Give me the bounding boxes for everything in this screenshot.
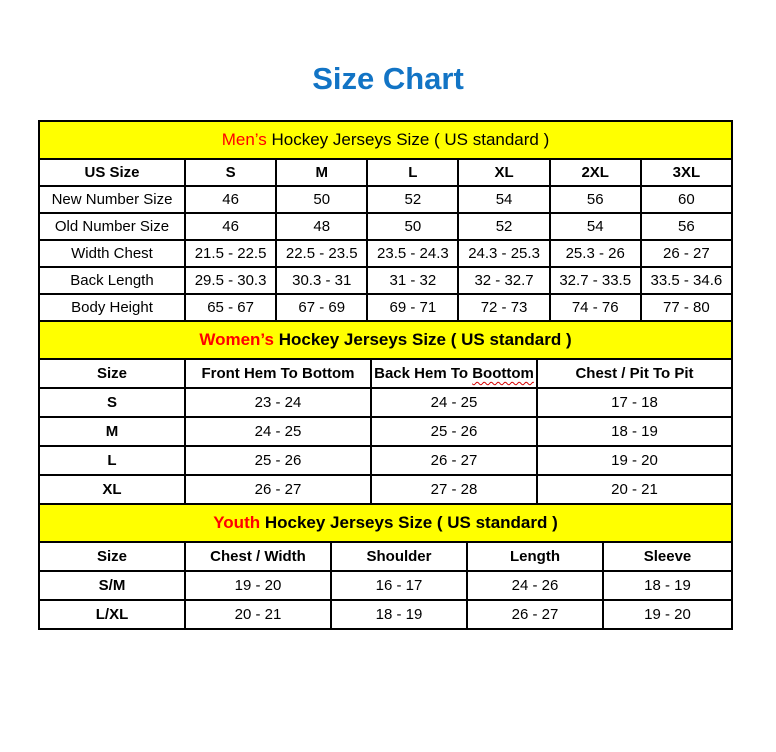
row-label: Back Length <box>39 267 185 294</box>
youth-section-title-rest: Hockey Jerseys Size ( US standard ) <box>264 513 558 532</box>
table-cell: 27 - 28 <box>371 475 537 504</box>
row-label: L <box>39 446 185 475</box>
youth-section-band <box>39 504 732 542</box>
youth-header-row <box>39 542 732 571</box>
column-header: Front Hem To Bottom <box>185 359 371 388</box>
table-cell: 65 - 67 <box>185 294 276 321</box>
mens-header-row <box>39 159 732 186</box>
table-cell: 32 - 32.7 <box>458 267 549 294</box>
table-cell: 26 - 27 <box>371 446 537 475</box>
table-cell: 21.5 - 22.5 <box>185 240 276 267</box>
table-cell: 20 - 21 <box>185 600 331 629</box>
womens-section-highlight: Women’s <box>199 330 274 349</box>
column-header-text: Back Hem To <box>374 365 469 382</box>
table-cell: 24 - 25 <box>185 417 371 446</box>
youth-section-highlight: Youth <box>213 513 261 532</box>
table-cell: 56 <box>550 186 641 213</box>
table-cell: 31 - 32 <box>367 267 458 294</box>
mens-section-band <box>39 121 732 159</box>
table-cell: 25 - 26 <box>371 417 537 446</box>
table-cell: 46 <box>185 213 276 240</box>
table-row <box>39 600 732 629</box>
table-cell: 23.5 - 24.3 <box>367 240 458 267</box>
table-cell: 54 <box>458 186 549 213</box>
column-header <box>371 359 537 388</box>
row-label: S <box>39 388 185 417</box>
table-cell: 26 - 27 <box>185 475 371 504</box>
column-header: Size <box>39 359 185 388</box>
mens-section-highlight: Men’s <box>221 130 267 149</box>
size-chart <box>38 120 733 630</box>
womens-section-header <box>39 321 732 359</box>
column-header: US Size <box>39 159 185 186</box>
row-label: Body Height <box>39 294 185 321</box>
table-cell: 60 <box>641 186 732 213</box>
row-label: Old Number Size <box>39 213 185 240</box>
column-header: L <box>367 159 458 186</box>
table-cell: 46 <box>185 186 276 213</box>
row-label: M <box>39 417 185 446</box>
table-cell: 20 - 21 <box>537 475 732 504</box>
column-header: Length <box>467 542 603 571</box>
table-cell: 24.3 - 25.3 <box>458 240 549 267</box>
column-header: Shoulder <box>331 542 467 571</box>
table-cell: 19 - 20 <box>603 600 732 629</box>
table-row <box>39 240 732 267</box>
table-cell: 19 - 20 <box>185 571 331 600</box>
table-row <box>39 294 732 321</box>
table-cell: 19 - 20 <box>537 446 732 475</box>
table-cell: 26 - 27 <box>641 240 732 267</box>
youth-size-table <box>38 503 733 630</box>
womens-header-row <box>39 359 732 388</box>
table-row <box>39 475 732 504</box>
table-cell: 24 - 26 <box>467 571 603 600</box>
table-cell: 25 - 26 <box>185 446 371 475</box>
table-cell: 18 - 19 <box>331 600 467 629</box>
table-cell: 23 - 24 <box>185 388 371 417</box>
row-label: S/M <box>39 571 185 600</box>
misspelled-word: Boottom <box>472 365 534 382</box>
mens-size-table <box>38 120 733 322</box>
table-cell: 56 <box>641 213 732 240</box>
page-title: Size Chart <box>312 61 464 96</box>
row-label: New Number Size <box>39 186 185 213</box>
column-header: 3XL <box>641 159 732 186</box>
column-header: Sleeve <box>603 542 732 571</box>
table-cell: 29.5 - 30.3 <box>185 267 276 294</box>
table-cell: 77 - 80 <box>641 294 732 321</box>
table-cell: 16 - 17 <box>331 571 467 600</box>
column-header: 2XL <box>550 159 641 186</box>
table-cell: 32.7 - 33.5 <box>550 267 641 294</box>
column-header: S <box>185 159 276 186</box>
table-cell: 24 - 25 <box>371 388 537 417</box>
table-cell: 18 - 19 <box>537 417 732 446</box>
table-cell: 72 - 73 <box>458 294 549 321</box>
womens-section-band <box>39 321 732 359</box>
row-label: Width Chest <box>39 240 185 267</box>
column-header: XL <box>458 159 549 186</box>
table-cell: 50 <box>276 186 367 213</box>
table-cell: 54 <box>550 213 641 240</box>
womens-size-table <box>38 320 733 505</box>
table-cell: 26 - 27 <box>467 600 603 629</box>
table-cell: 33.5 - 34.6 <box>641 267 732 294</box>
table-cell: 22.5 - 23.5 <box>276 240 367 267</box>
table-row <box>39 186 732 213</box>
table-cell: 52 <box>458 213 549 240</box>
column-header: M <box>276 159 367 186</box>
table-cell: 50 <box>367 213 458 240</box>
row-label: XL <box>39 475 185 504</box>
table-row <box>39 267 732 294</box>
table-cell: 30.3 - 31 <box>276 267 367 294</box>
column-header: Chest / Width <box>185 542 331 571</box>
mens-section-title-rest: Hockey Jerseys Size ( US standard ) <box>271 130 550 149</box>
table-row <box>39 213 732 240</box>
table-row <box>39 446 732 475</box>
table-cell: 48 <box>276 213 367 240</box>
table-row <box>39 388 732 417</box>
table-cell: 67 - 69 <box>276 294 367 321</box>
table-cell: 17 - 18 <box>537 388 732 417</box>
womens-section-title-rest: Hockey Jerseys Size ( US standard ) <box>278 330 572 349</box>
column-header: Size <box>39 542 185 571</box>
table-cell: 52 <box>367 186 458 213</box>
table-cell: 69 - 71 <box>367 294 458 321</box>
column-header: Chest / Pit To Pit <box>537 359 732 388</box>
table-row <box>39 417 732 446</box>
table-row <box>39 571 732 600</box>
table-cell: 74 - 76 <box>550 294 641 321</box>
table-cell: 25.3 - 26 <box>550 240 641 267</box>
youth-section-header <box>39 504 732 542</box>
mens-section-header <box>39 121 732 159</box>
row-label: L/XL <box>39 600 185 629</box>
table-cell: 18 - 19 <box>603 571 732 600</box>
